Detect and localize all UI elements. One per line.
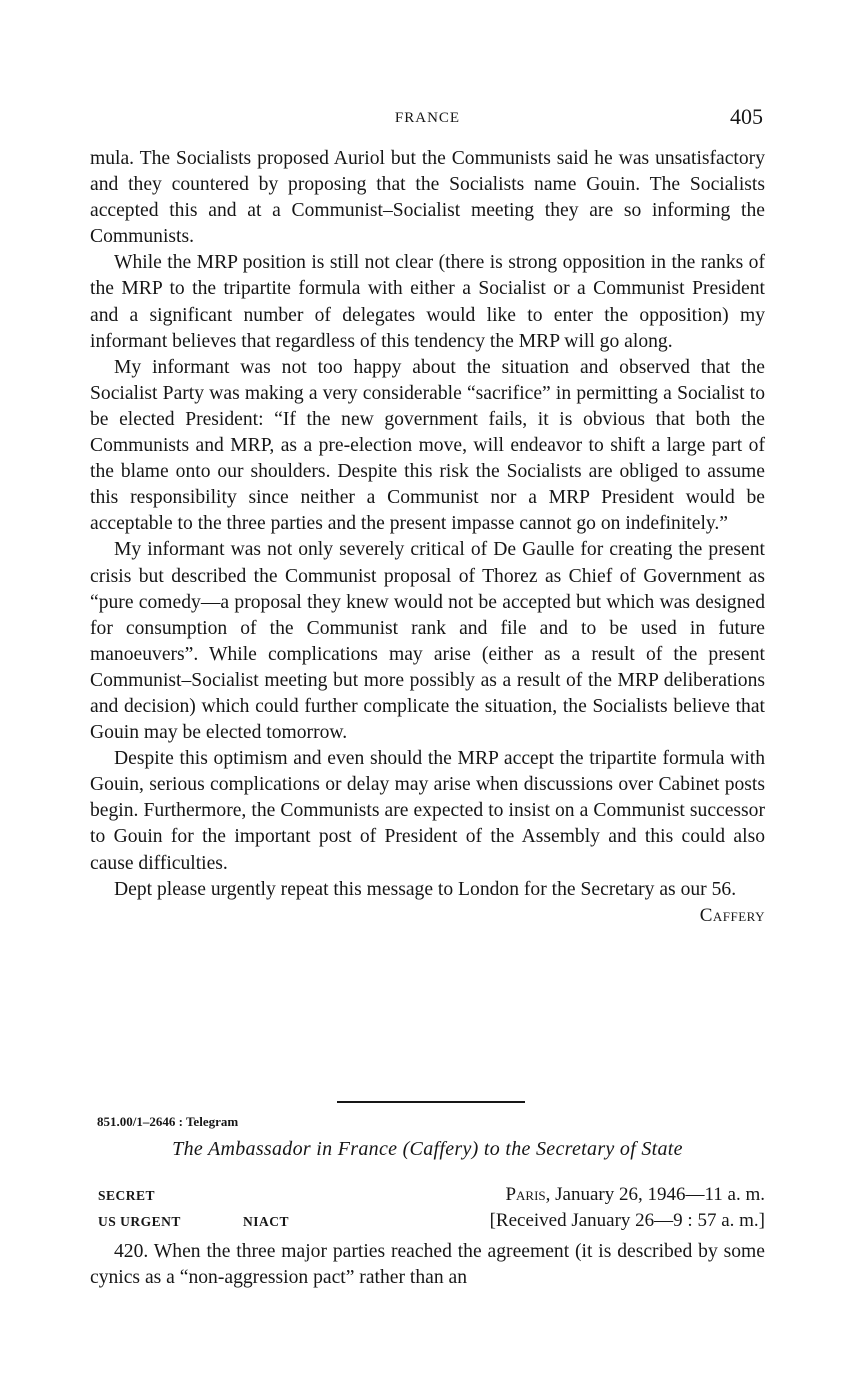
sent-time: , January 26, 1946—11 a. m. — [545, 1184, 765, 1205]
running-title: FRANCE — [394, 110, 461, 126]
running-head — [90, 104, 765, 134]
main-text — [90, 146, 765, 929]
document-title: The Ambassador in France (Caffery) to the Secretary of State — [172, 1138, 683, 1160]
distribution-label: NIACT — [243, 1214, 290, 1229]
classification-label: SECRET — [98, 1188, 156, 1203]
paragraph: Dept please urgently repeat this message to London for the Secretary as our 56. — [114, 878, 737, 900]
paragraph: 420. When the three major parties reached the agreement (it is described by some cynics as a “non-aggression pact” rather than an — [90, 1241, 765, 1289]
place-name: Paris — [505, 1184, 546, 1205]
paragraph: While the MRP position is still not clear (there is strong opposition in the ranks of the MRP to the tripartite formula with either a Socialist or a Communist President and a significant number of delegates would like to enter the opposition) my informant believes that regardless of this tendency the MRP will go along. — [90, 252, 765, 352]
signature: Caffery — [699, 904, 765, 926]
paragraph: Despite this optimism and even should the MRP accept the tripartite formula with Gouin, serious complications or delay may arise when discussions over Cabinet posts begin. Furthermore, the Communists are expected to insist on a Communist successor to Gouin for the important post of President of the Assembly and this could also cause difficulties. — [90, 748, 765, 874]
paragraph: My informant was not only severely critical of De Gaulle for creating the present crisis but described the Communist proposal of Thorez as Chief of Government as “pure comedy—a proposal they knew would not be accepted but which was designed for consumption of the Communist rank and file and to be used in future manoeuvers”. While complications may arise (either as a result of the present Communist–Socialist meeting but more possibly as a result of the MRP deliberations and decision) which could further complicate the situation, the Socialists believe that Gouin may be elected tomorrow. — [90, 539, 765, 744]
dateline — [505, 1184, 765, 1206]
paragraph: mula. The Socialists proposed Auriol but the Communists said he was unsatisfactory and they countered by proposing that the Socialists name Gouin. The Socialists accepted this and at a Communist–Socialist meeting they are so informing the Communists. — [90, 148, 765, 248]
page-number: 405 — [730, 104, 763, 129]
paragraph: My informant was not too happy about the situation and observed that the Socialist Party was making a very considerable “sacrifice” in permitting a Socialist to be elected President: “If the new government fails, it is obvious that both the Communists and MRP, as a pre-election move, will endeavor to shift a large part of the blame onto our shoulders. Despite this risk the Socialists are obliged to assume this responsibility since neither a Communist nor a MRP President would be acceptable to the three parties and the present impasse cannot go on indefinitely.” — [90, 356, 765, 535]
telegram-text — [90, 1239, 765, 1291]
meta-row — [98, 1184, 765, 1210]
priority-label: US URGENT — [98, 1214, 181, 1229]
section-divider — [337, 1101, 525, 1103]
meta-row — [98, 1210, 765, 1236]
file-number: 851.00/1–2646 : Telegram — [97, 1114, 239, 1129]
received-time: [Received January 26—9 : 57 a. m.] — [489, 1210, 765, 1231]
